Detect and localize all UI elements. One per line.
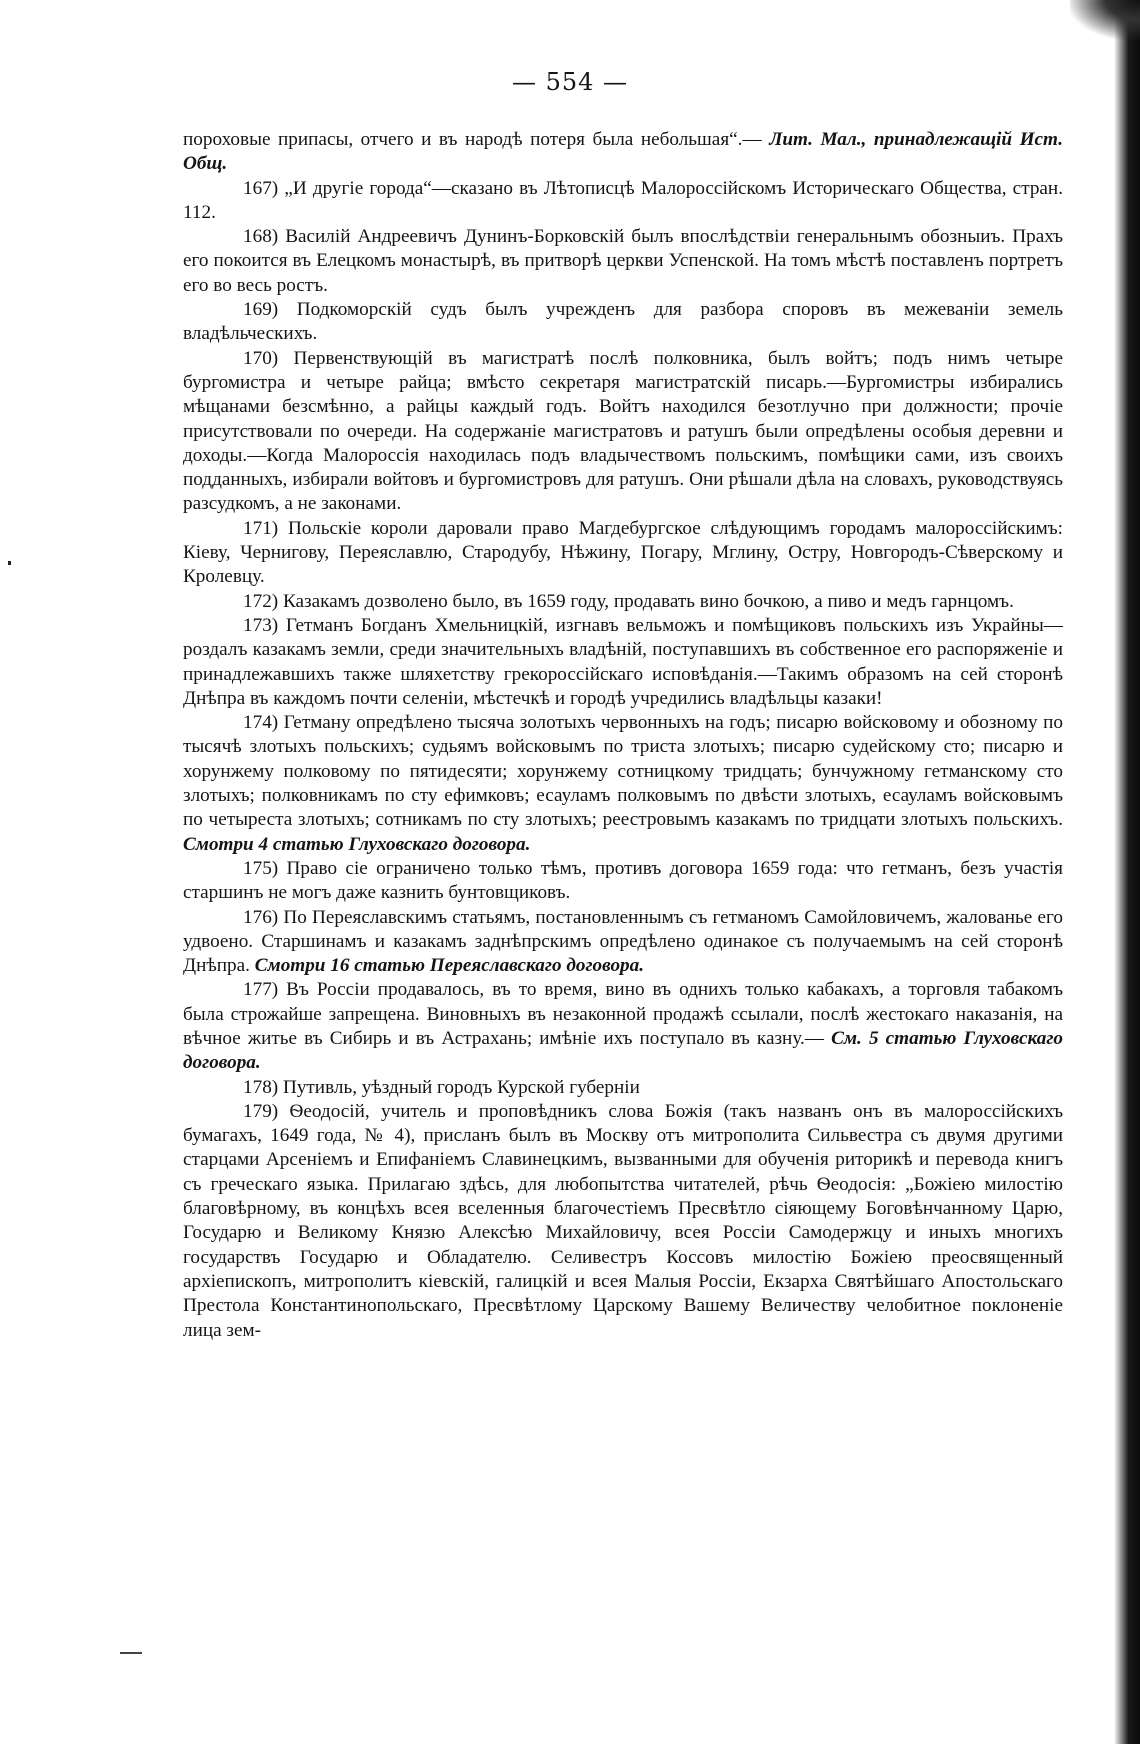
note-171: 171) Польскіе короли даровали право Магдебургское слѣдующимъ городамъ малороссійскимъ: Кіеву, Чернигову, Переяславлю, Стародубу, Нѣжину, Погару, Мглину, Остру, Новгородъ-Сѣверскому и Кролевцу.	[183, 517, 1063, 588]
margin-dash	[120, 1652, 142, 1654]
scan-corner-artifact	[1070, 0, 1140, 40]
note-174: 174) Гетману опредѣлено тысяча золотыхъ червонныхъ на годъ; писарю войсковому и обозному по тысячѣ злотыхъ польскихъ; судьямъ войсковымъ по триста злотыхъ; писарю судейскому сто; писарю и хорунжему полковому по пятидесяти; хорунжему сотницкому тридцать; бунчужному гетманскому сто злотыхъ; полковникамъ по сту ефимковъ; есауламъ полковымъ по двѣсти злотыхъ, есауламъ войсковымъ по четыреста злотыхъ; сотникамъ по сту злотыхъ; реестровымъ казакамъ по тридцати злотыхъ польскихъ. Смотри 4 статью Глуховскаго договора.	[183, 712, 1063, 855]
page-edge-shadow	[1114, 0, 1140, 1744]
note-169: 169) Подкоморскій судъ былъ учрежденъ для разбора споровъ въ межеванiи земель владѣльческихъ.	[183, 299, 1063, 345]
note-173: 173) Гетманъ Богданъ Хмельницкій, изгнавъ вельможъ и помѣщиковъ польскихъ изъ Украйны—роздалъ казакамъ земли, среди значительныхъ владѣній, поступавшихъ въ собственное его распоряженіе и принадлежавшихъ также шляхетству грекороссійскаго исповѣданія.—Такимъ образомъ на сей сторонѣ Днѣпра въ каждомъ почти селеніи, мѣстечкѣ и городѣ учредились владѣльцы казаки!	[183, 614, 1063, 709]
note-176: 176) По Переяславскимъ статьямъ, постановленнымъ съ гетманомъ Самойловичемъ, жалованье его удвоено. Старшинамъ и казакамъ заднѣпрскимъ опредѣлено одинакое съ получаемымъ на сей сторонѣ Днѣпра. Смотри 16 статью Переяславскаго договора.	[183, 906, 1063, 977]
note-170: 170) Первенствующій въ магистратѣ послѣ полковника, былъ войтъ; подъ нимъ четыре бургомистра и четыре райца; вмѣсто секретаря магистратскій писарь.—Бургомистры избирались мѣщанами безсмѣнно, а райцы каждый годъ. Войтъ находился безотлучно при должности; прочіе присутствовали по очереди. На содержаніе магистратовъ и ратушъ были опредѣлены особыя деревни и доходы.—Когда Малороссія находилась подъ владычествомъ польскимъ, помѣщики сами, изъ своихъ подданныхъ, избирали войтовъ и бургомистровъ для ратушъ. Они рѣшали дѣла на словахъ, руководствуясь разсудкомъ, а не законами.	[183, 347, 1063, 515]
note-168: 168) Василій Андреевичъ Дунинъ-Борковскій былъ впослѣдствіи генеральнымъ обозныиъ. Прахъ его покоится въ Елецкомъ монастырѣ, въ притворѣ церкви Успенской. На томъ мѣстѣ поставленъ портретъ его во весь ростъ.	[183, 226, 1063, 296]
note-179: 179) Ѳеодосій, учитель и проповѣдникъ слова Божія (такъ названъ онъ въ малороссійскихъ бумагахъ, 1649 года, № 4), присланъ былъ въ Москву отъ митрополита Сильвестра съ двумя другими старцами Арсеніемъ и Епифаніемъ Славинецкимъ, вызванными для обученія риторикѣ и перевода книгъ съ греческаго языка. Прилагаю здѣсь, для любопытства читателей, рѣчь Ѳеодосія: „Божіею милостію благовѣрному, въ концѣхъ всея вселенныя благочестіемъ Пресвѣтло сіяющему Боговѣнчанному Царю, Государю и Великому Князю Алексѣю Михайловичу, всея Россіи Самодержцу и иныхъ многихъ государствъ Государю и Обладателю. Селивестръ Коссовъ милостію Божіею преосвященный архіепископъ, митрополитъ кіевскій, галицкій и всея Малыя Россіи, Екзарха Святѣйшаго Апостольскаго Престола Константинопольскаго, Пресвѣтлому Царскому Вашему Величеству челобитное поклоненіе лица зем-	[183, 1100, 1063, 1341]
margin-mark	[8, 561, 11, 565]
note-167: 167) „И другіе города“—сказано въ Лѣтописцѣ Малороссійскомъ Историческаго Общества, стран. 112.	[183, 177, 1063, 223]
note-178: 178) Путивль, уѣздный городъ Курской губерніи	[243, 1076, 640, 1098]
note-175: 175) Право сіе ограничено только тѣмъ, противъ договора 1659 года: что гетманъ, безъ участія старшинъ не могъ даже казнить бунтовщиковъ.	[183, 857, 1063, 904]
page-number: — 554 —	[511, 68, 629, 96]
note-paragraph: пороховые припасы, отчего и въ народѣ потеря была небольшая“.— Лит. Мал., принадлежащій Ист. Общ.	[183, 129, 1063, 175]
note-172: 172) Казакамъ дозволено было, въ 1659 году, продавать вино бочкою, а пиво и медъ гарнцомъ.	[243, 590, 1014, 612]
notes-body	[183, 128, 1063, 1343]
note-177: 177) Въ Россіи продавалось, въ то время, вино въ однихъ только кабакахъ, а торговля табакомъ была строжайше запрещена. Виновныхъ въ незаконной продажѣ ссылали, послѣ жестокаго наказанія, на вѣчное житье въ Сибирь и въ Астрахань; имѣніе ихъ поступало въ казну.— См. 5 статью Глуховскаго договора.	[183, 979, 1063, 1074]
